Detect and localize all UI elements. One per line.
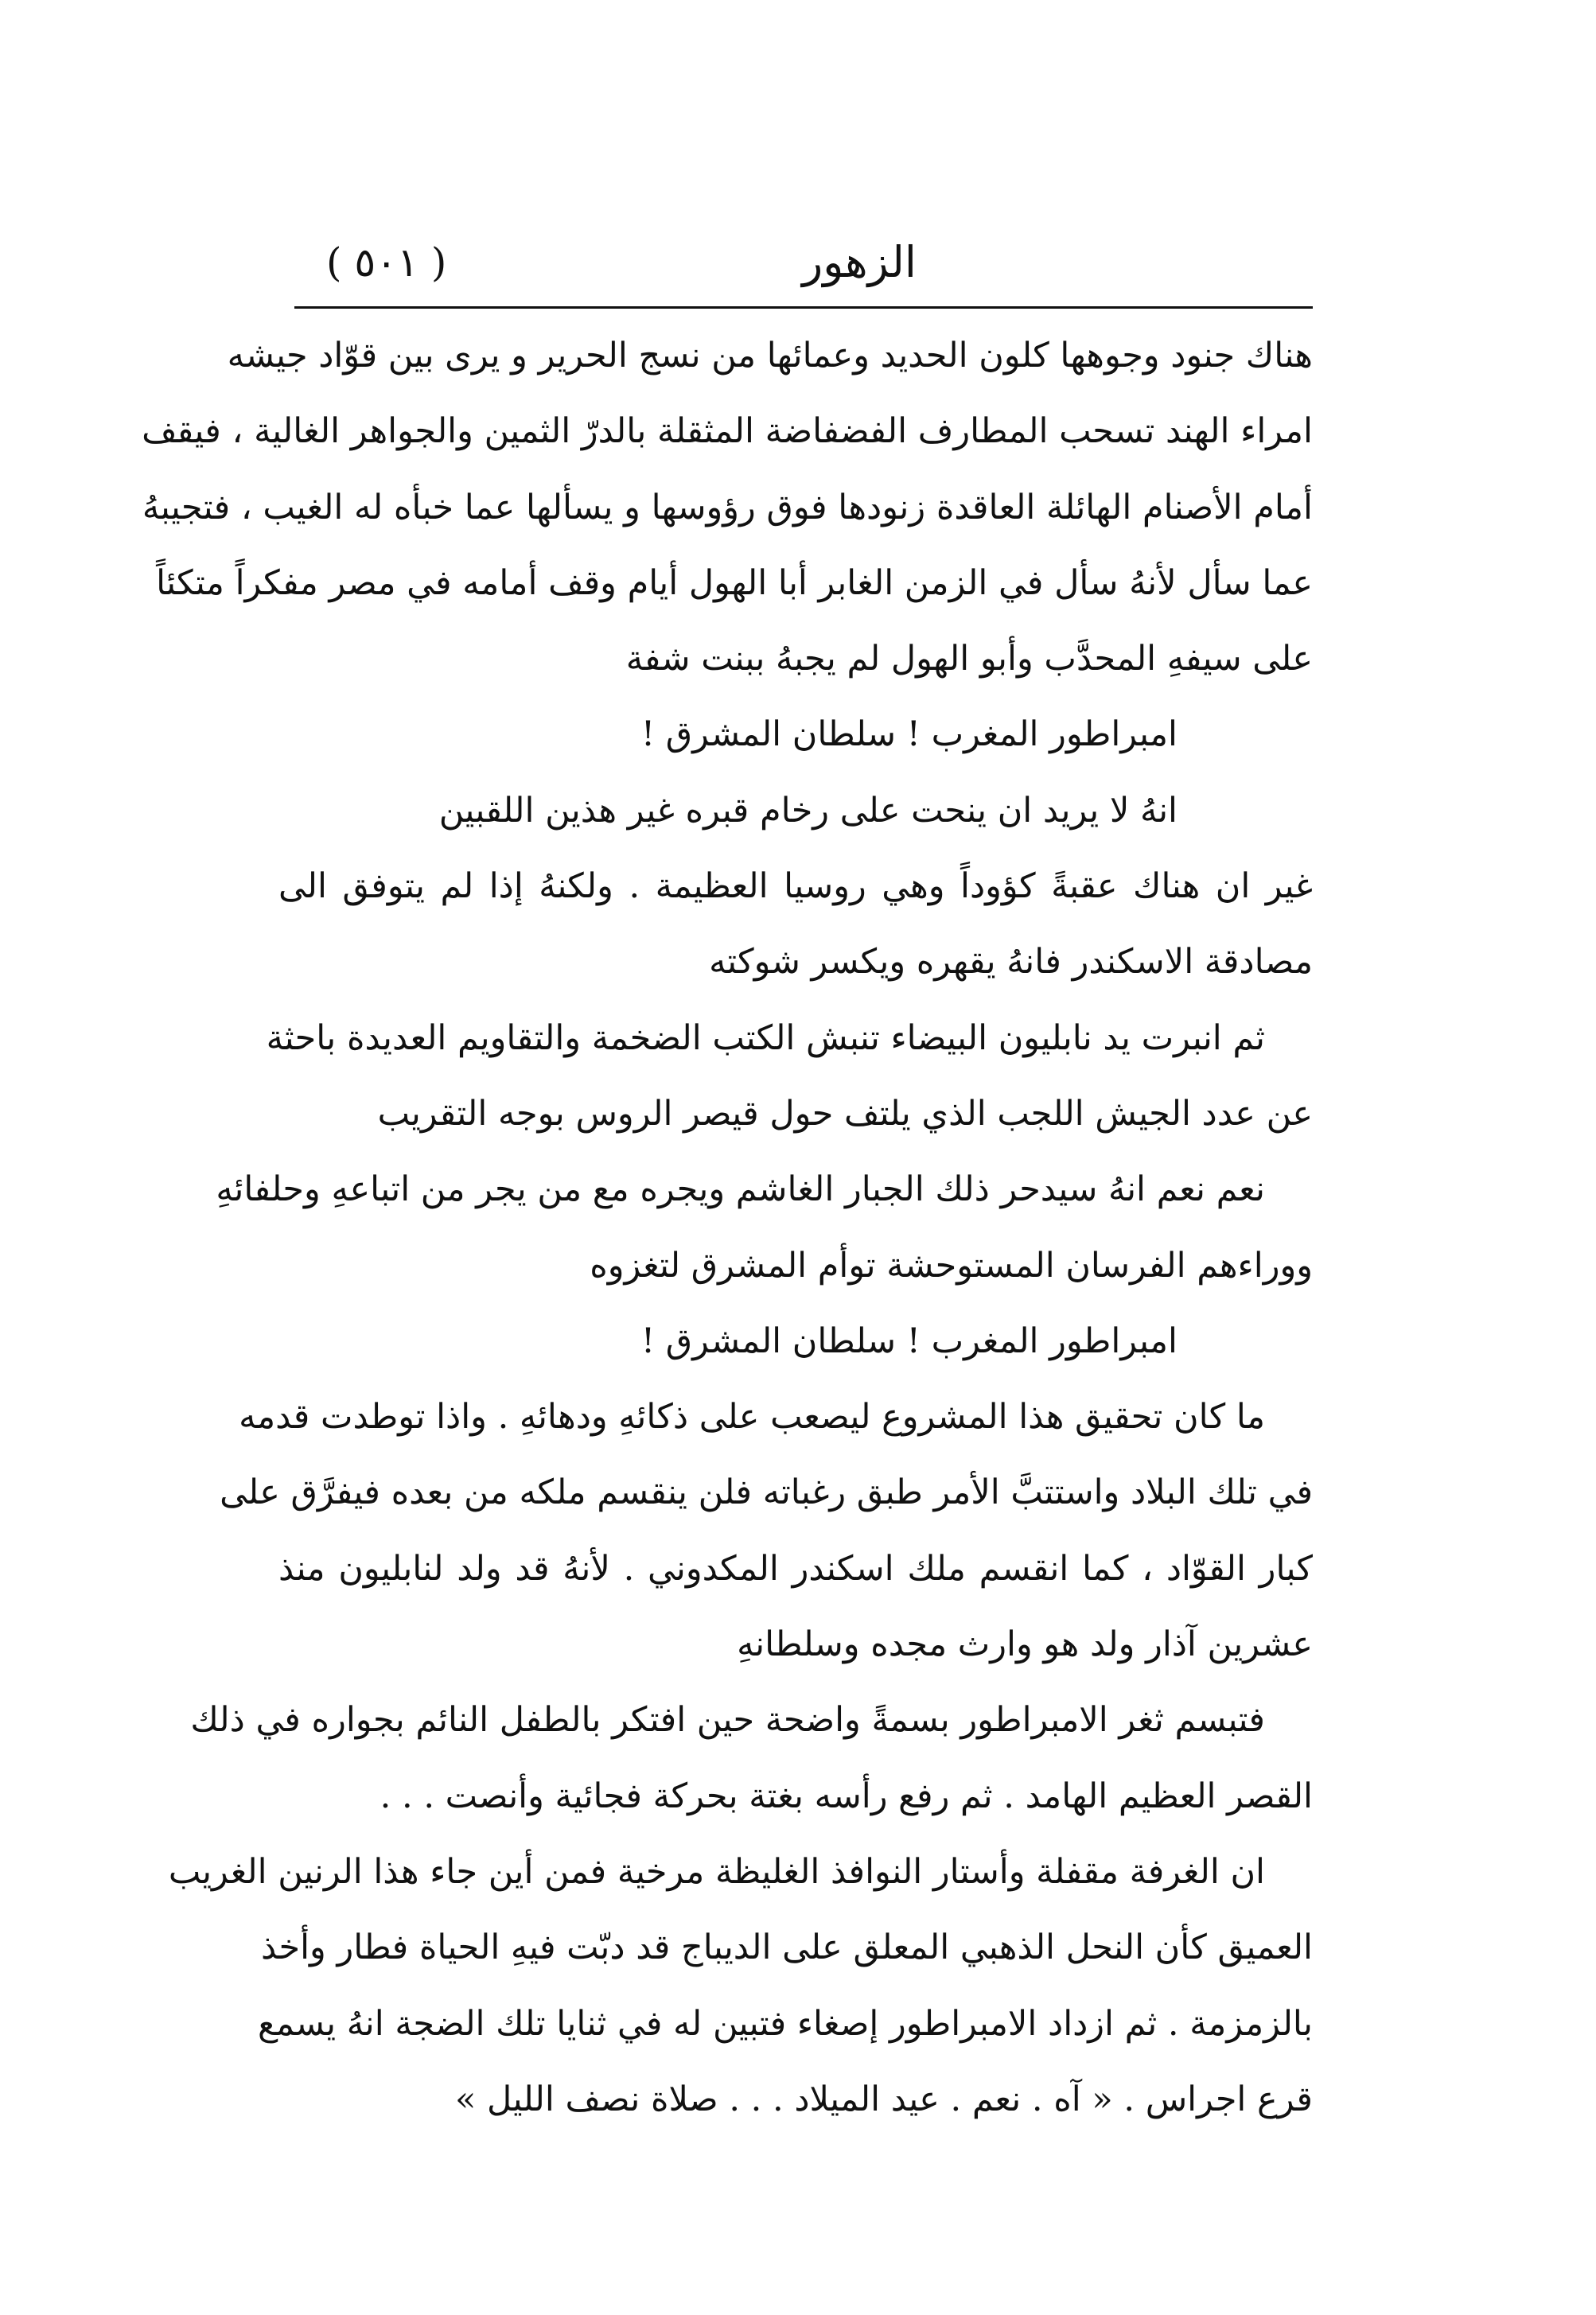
text-line: فتبسم ثغر الامبراطور بسمةً واضحة حين افتكر بالطفل النائم بجواره في ذلك xyxy=(190,1700,1265,1741)
text-line: امراء الهند تسحب المطارف الفضفاضة المثقلة بالدرّ الثمين والجواهر الغالية ، فيقف xyxy=(142,411,1313,452)
running-title: الزهور xyxy=(802,237,917,287)
text-line: ووراءهم الفرسان المستوحشة توأم المشرق لتغزوه xyxy=(590,1245,1313,1286)
body-text xyxy=(142,318,1313,2138)
header-rule xyxy=(294,306,1313,309)
text-line: انهُ لا يريد ان ينحت على رخام قبره غير هذين اللقبين xyxy=(438,790,1178,831)
page-number: ( ٥٠١ ) xyxy=(326,239,447,286)
page-header xyxy=(294,231,1313,294)
text-line: العميق كأن النحل الذهبي المعلق على الديباج قد دبّت فيهِ الحياة فطار وأخذ xyxy=(260,1928,1313,1968)
text-line: ما كان تحقيق هذا المشروع ليصعب على ذكائهِ ودهائهِ . واذا توطدت قدمه xyxy=(239,1397,1265,1438)
text-line: عشرين آذار ولد هو وارث مجده وسلطانهِ xyxy=(737,1624,1313,1665)
text-line: القصر العظيم الهامد . ثم رفع رأسه بغتة بحركة فجائية وأنصت . . . xyxy=(380,1776,1313,1816)
text-line: نعم نعم انهُ سيدحر ذلك الجبار الغاشم ويجره مع من يجر من اتباعهِ وحلفائهِ xyxy=(216,1169,1265,1210)
text-line: ثم انبرت يد نابليون البيضاء تنبش الكتب الضخمة والتقاويم العديدة باحثة xyxy=(266,1017,1265,1058)
text-line: على سيفهِ المحدَّب وأبو الهول لم يجبهُ ببنت شفة xyxy=(625,639,1313,679)
text-line: امبراطور المغرب ! سلطان المشرق ! xyxy=(640,1321,1178,1361)
text-line: قرع اجراس . « آه . نعم . عيد الميلاد . . . صلاة نصف الليل » xyxy=(455,2079,1313,2119)
text-line: ان الغرفة مقفلة وأستار النوافذ الغليظة مرخية فمن أين جاء هذا الرنين الغريب xyxy=(168,1851,1265,1892)
text-line: امبراطور المغرب ! سلطان المشرق ! xyxy=(640,714,1178,755)
text-line: مصادقة الاسكندر فانهُ يقهره ويكسر شوكته xyxy=(709,942,1313,982)
text-line: في تلك البلاد واستتبَّ الأمر طبق رغباته فلن ينقسم ملكه من بعده فيفرَّق على xyxy=(220,1473,1313,1513)
text-line: بالزمزمة . ثم ازداد الامبراطور إصغاء فتبين له في ثنايا تلك الضجة انهُ يسمع xyxy=(257,2003,1313,2044)
text-line: عن عدد الجيش اللجب الذي يلتف حول قيصر الروس بوجه التقريب xyxy=(377,1093,1313,1134)
text-line: أمام الأصنام الهائلة العاقدة زنودها فوق رؤوسها و يسألها عما خبأه له الغيب ، فتجيبهُ xyxy=(142,487,1313,527)
text-line: غير ان هناك عقبةً كؤوداً وهي روسيا العظيمة . ولكنهُ إذا لم يتوفق الى xyxy=(278,866,1313,907)
text-line: عما سأل لأنهُ سأل في الزمن الغابر أبا الهول أيام وقف أمامه في مصر مفكراً متكئاً xyxy=(156,562,1313,603)
text-line: كبار القوّاد ، كما انقسم ملك اسكندر المكدوني . لأنهُ قد ولد لنابليون منذ xyxy=(278,1548,1313,1589)
text-line: هناك جنود وجوهها كلون الحديد وعمائها من نسج الحرير و يرى بين قوّاد جيشه xyxy=(227,336,1313,375)
